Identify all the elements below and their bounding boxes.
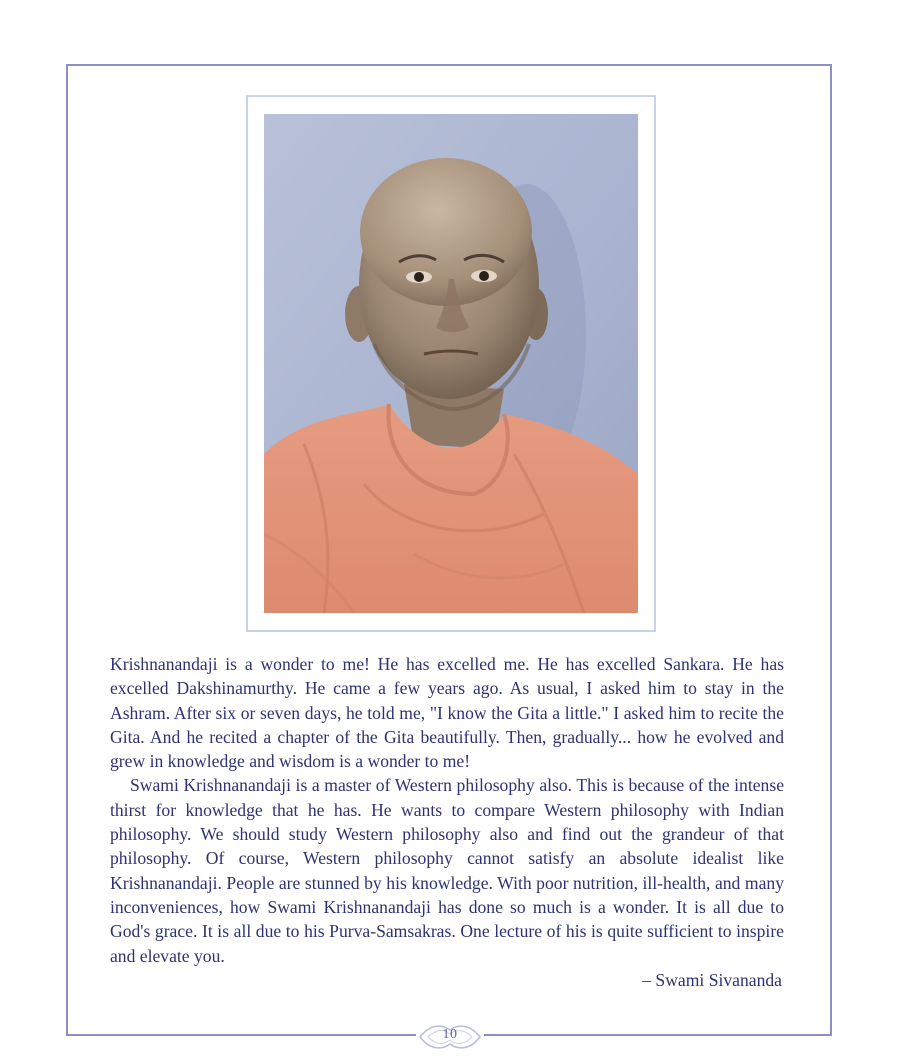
signature: – Swami Sivananda (642, 970, 782, 990)
paragraph: Swami Krishnanandaji is a master of Western philosophy also. This is because of the intense thirst for knowledge that he has. He wants to compare Western philosophy with Indian philosophy. We should study Western philosophy also and find out the grandeur of that philosophy. Of course, Western philosophy cannot satisfy an absolute idealist like Krishnanandaji. People are stunned by his knowledge. With poor nutrition, ill-health, and many inconveniences, how Swami Krishnanandaji has done so much is a wonder. It is all due to God's grace. It is all due to his Purva-Samsakras. One lecture of his is quite sufficient to inspire and elevate you. (110, 775, 784, 966)
quote-text (110, 652, 784, 968)
paragraph: Krishnanandaji is a wonder to me! He has excelled me. He has excelled Sankara. He has excelled Dakshinamurthy. He came a few years ago. As usual, I asked him to stay in the Ashram. After six or seven days, he told me, "I know the Gita a little." I asked him to recite the Gita. And he recited a chapter of the Gita beautifully. Then, gradually... how he evolved and grew in knowledge and wisdom is a wonder to me! (110, 654, 784, 772)
page-number: 10 (442, 1027, 458, 1042)
portrait-photo (264, 114, 638, 613)
